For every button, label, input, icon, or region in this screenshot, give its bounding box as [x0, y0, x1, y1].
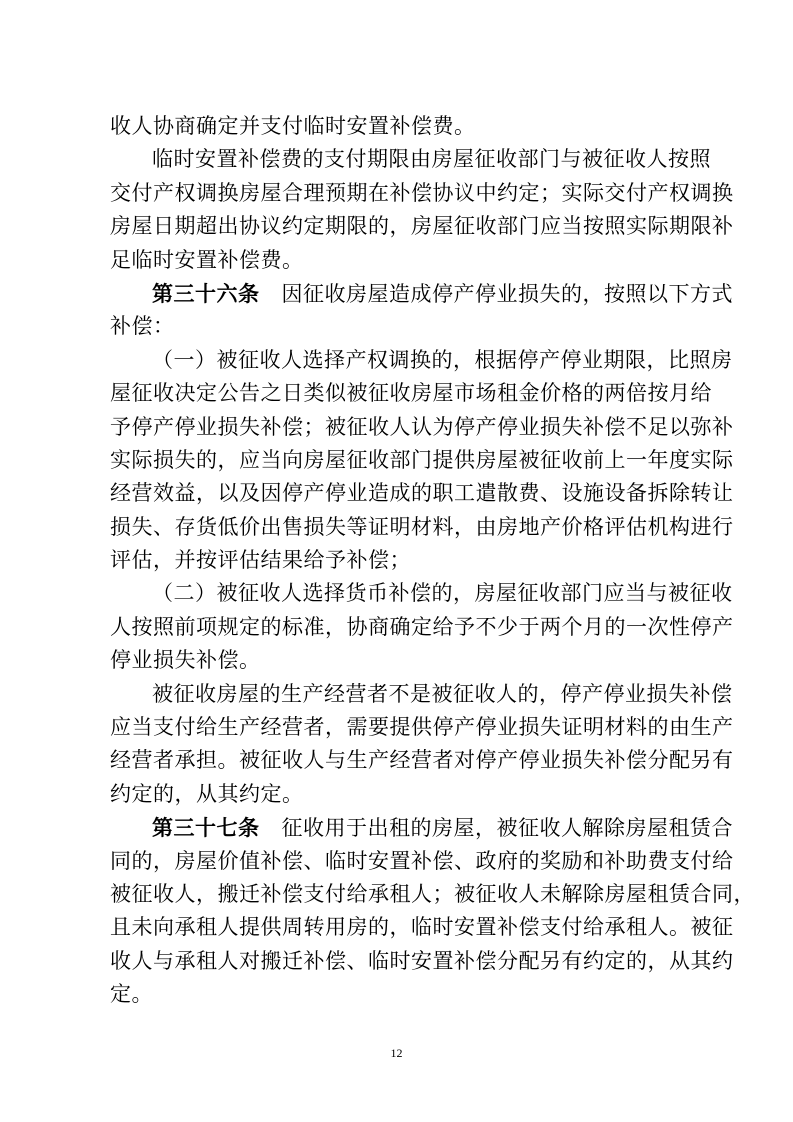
text-line [110, 310, 690, 343]
line-text: 评估，并按评估结果给予补偿； [110, 548, 411, 573]
page-number: 12 [390, 1046, 403, 1060]
text-line [110, 544, 690, 577]
line-text: 房屋日期超出协议约定期限的，房屋征收部门应当按照实际期限补 [110, 214, 734, 239]
line-text: 收人协商确定并支付临时安置补偿费。 [110, 114, 476, 138]
text-line [110, 377, 712, 410]
text-line [110, 444, 734, 477]
line-text: 经营效益，以及因停产停业造成的职工遣散费、设施设备拆除转让 [110, 481, 734, 506]
line-text: （二）被征收人选择货币补偿的，房屋征收部门应当与被征收 [152, 581, 733, 606]
text-line [110, 644, 690, 677]
line-text: 征收用于出租的房屋，被征收人解除房屋租赁合 [281, 816, 733, 841]
article-heading: 第三十七条 [152, 815, 260, 841]
line-text: 实际损失的，应当向房屋征收部门提供房屋被征收前上一年度实际 [110, 447, 734, 472]
text-line [110, 244, 690, 277]
line-text: 临时安置补偿费的支付期限由房屋征收部门与被征收人按照 [152, 147, 711, 172]
text-line [110, 577, 733, 610]
line-text: 足临时安置补偿费。 [110, 247, 304, 272]
text-line [110, 878, 755, 911]
text-line [110, 811, 733, 844]
line-text: 予停产停业损失补偿；被征收人认为停产停业损失补偿不足以弥补 [110, 414, 734, 439]
line-text: 停业损失补偿。 [110, 648, 261, 673]
text-line [110, 945, 734, 978]
line-text: 损失、存货低价出售损失等证明材料，由房地产价格评估机构进行 [110, 514, 734, 539]
text-line [110, 845, 734, 878]
line-text: 且未向承租人提供周转用房的，临时安置补偿支付给承租人。被征 [110, 915, 734, 940]
text-line [110, 344, 733, 377]
text-line [110, 277, 733, 310]
line-text: 收人与承租人对搬迁补偿、临时安置补偿分配另有约定的，从其约 [110, 948, 734, 973]
text-line [110, 711, 734, 744]
text-line [110, 911, 734, 944]
line-text: 因征收房屋造成停产停业损失的，按照以下方式 [281, 281, 733, 306]
text-line [110, 511, 734, 544]
text-line [110, 611, 734, 644]
document-body [110, 110, 755, 1012]
text-line [110, 978, 690, 1011]
line-text: 约定的，从其约定。 [110, 781, 304, 806]
line-text: 定。 [110, 982, 153, 1007]
line-text: 应当支付给生产经营者，需要提供停产停业损失证明材料的由生产 [110, 715, 734, 740]
text-line [110, 678, 733, 711]
line-text: 人按照前项规定的标准，协商确定给予不少于两个月的一次性停产 [110, 614, 734, 639]
line-text: 交付产权调换房屋合理预期在补偿协议中约定；实际交付产权调换 [110, 180, 734, 205]
text-line [110, 411, 734, 444]
text-line [110, 477, 734, 510]
text-line [110, 210, 734, 243]
line-text: 被征收房屋的生产经营者不是被征收人的，停产停业损失补偿 [152, 681, 733, 706]
line-text: 被征收人，搬迁补偿支付给承租人；被征收人未解除房屋租赁合同， [110, 881, 755, 906]
line-text: 补偿： [110, 314, 175, 339]
text-line [110, 778, 690, 811]
text-line [110, 110, 690, 143]
text-line [110, 177, 734, 210]
article-heading: 第三十六条 [152, 280, 260, 306]
text-line [110, 744, 734, 777]
line-text: 屋征收决定公告之日类似被征收房屋市场租金价格的两倍按月给 [110, 381, 712, 406]
text-line [110, 143, 711, 176]
line-text: 经营者承担。被征收人与生产经营者对停产停业损失补偿分配另有 [110, 748, 734, 773]
line-text: 同的，房屋价值补偿、临时安置补偿、政府的奖励和补助费支付给 [110, 848, 734, 873]
line-text: （一）被征收人选择产权调换的，根据停产停业期限，比照房 [152, 347, 733, 372]
